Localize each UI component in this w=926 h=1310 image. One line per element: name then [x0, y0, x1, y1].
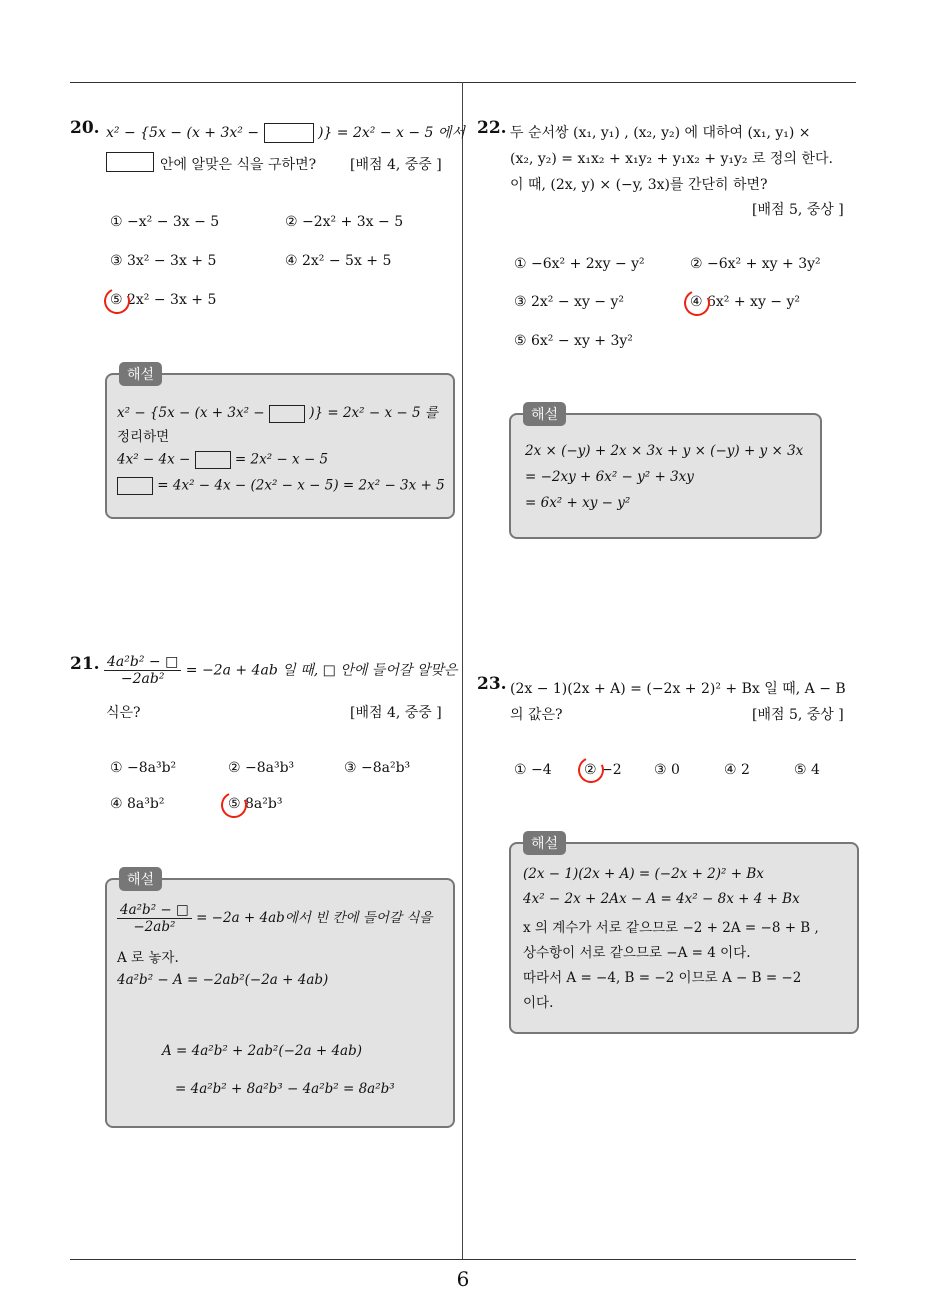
option-4[interactable]: ④ 8a³b²: [110, 796, 165, 812]
question-number: 21.: [70, 654, 100, 674]
answer-mark-circle: [100, 284, 133, 317]
answer-mark-circle: [217, 788, 250, 821]
question-stem: $\frac{\text{4a²b² − □}}{\text{−2ab²}}$ = −2a + 4ab 일 때, □ 안에 들어갈 알맞은: [104, 654, 457, 687]
top-rule: [70, 82, 856, 83]
answer-blank: [117, 477, 153, 495]
option-2[interactable]: ② −2: [584, 762, 622, 778]
question-number: 22.: [477, 118, 507, 138]
option-5[interactable]: ⑤ 2x² − 3x + 5: [110, 292, 217, 308]
option-2[interactable]: ② −2x² + 3x − 5: [285, 214, 404, 230]
solution-line: 4x² − 4x − = 2x² − x − 5: [117, 451, 329, 468]
solution-line: 정리하면: [117, 429, 170, 445]
solution-box: [105, 367, 455, 519]
answer-mark-circle: [574, 753, 607, 786]
answer-blank: [195, 451, 231, 469]
question-stem: 두 순서쌍 (x₁, y₁) , (x₂, y₂) 에 대하여 (x₁, y₁) ×: [510, 125, 811, 141]
solution-line: 이다.: [523, 995, 554, 1011]
solution-box: [509, 407, 822, 539]
solution-line: 2x × (−y) + 2x × 3x + y × (−y) + y × 3x: [525, 443, 804, 459]
solution-box: [105, 872, 455, 1128]
answer-blank: [106, 152, 154, 172]
solution-line: x 의 계수가 서로 같으므로 −2 + 2A = −8 + B ,: [523, 920, 819, 936]
solution-line: 상수항이 서로 같으므로 −A = 4 이다.: [523, 945, 751, 961]
question-stem-line2: 식은?: [106, 705, 141, 721]
option-2[interactable]: ② −6x² + xy + 3y²: [690, 256, 821, 272]
option-1[interactable]: ① −6x² + 2xy − y²: [514, 256, 645, 272]
option-5[interactable]: ⑤ 6x² − xy + 3y²: [514, 333, 633, 349]
solution-line: = 4x² − 4x − (2x² − x − 5) = 2x² − 3x + 5: [117, 477, 445, 495]
question-stem-line3: 이 때, (2x, y) × (−y, 3x)를 간단히 하면?: [510, 177, 768, 193]
option-1[interactable]: ① −x² − 3x − 5: [110, 214, 220, 230]
page-number: 6: [456, 1267, 470, 1291]
question-number: 20.: [70, 118, 100, 138]
solution-box: [509, 836, 859, 1034]
question-stem-line2: 안에 알맞은 식을 구하면?: [160, 157, 317, 173]
solution-tag: 해설: [523, 402, 566, 426]
solution-line: (2x − 1)(2x + A) = (−2x + 2)² + Bx: [523, 866, 764, 882]
option-4[interactable]: ④ 2: [724, 762, 750, 778]
option-1[interactable]: ① −8a³b²: [110, 760, 177, 776]
solution-line: = −2xy + 6x² − y² + 3xy: [525, 469, 694, 485]
question-number: 23.: [477, 674, 507, 694]
question-stem-line2: (x₂, y₂) = x₁x₂ + x₁y₂ + y₁x₂ + y₁y₂ 로 정의 한다.: [510, 151, 833, 167]
solution-line: A 로 놓자.: [117, 950, 179, 966]
option-3[interactable]: ③ 2x² − xy − y²: [514, 294, 625, 310]
solution-line: 4x² − 2x + 2Ax − A = 4x² − 8x + 4 + Bx: [523, 891, 800, 907]
solution-line: A = 4a²b² + 2ab²(−2a + 4ab): [162, 1043, 362, 1059]
solution-line: 4a²b² − A = −2ab²(−2a + 4ab): [117, 972, 329, 988]
solution-line: = 6x² + xy − y²: [525, 495, 631, 511]
option-3[interactable]: ③ −8a²b³: [344, 760, 411, 776]
question-stem: x² − {5x − (x + 3x² − )} = 2x² − x − 5 에서: [106, 125, 465, 141]
option-5[interactable]: ⑤ 8a²b³: [228, 796, 283, 812]
option-3[interactable]: ③ 0: [654, 762, 680, 778]
question-stem-line2: 의 값은?: [510, 707, 563, 723]
solution-tag: 해설: [119, 362, 162, 386]
option-4[interactable]: ④ 6x² + xy − y²: [690, 294, 801, 310]
answer-blank: [264, 123, 314, 143]
solution-line: $\frac{\text{4a²b² − □}}{\text{−2ab²}}$ = −2a + 4ab에서 빈 칸에 들어갈 식을: [117, 902, 432, 935]
points-label: [배점 5, 중상 ]: [752, 707, 844, 723]
solution-line: 따라서 A = −4, B = −2 이므로 A − B = −2: [523, 970, 802, 986]
option-4[interactable]: ④ 2x² − 5x + 5: [285, 253, 392, 269]
option-3[interactable]: ③ 3x² − 3x + 5: [110, 253, 217, 269]
solution-line: = 4a²b² + 8a²b³ − 4a²b² = 8a²b³: [175, 1081, 395, 1097]
points-label: [배점 4, 중중 ]: [350, 157, 442, 173]
option-1[interactable]: ① −4: [514, 762, 552, 778]
solution-line: x² − {5x − (x + 3x² − )} = 2x² − x − 5 를: [117, 405, 438, 421]
answer-mark-circle: [680, 286, 713, 319]
answer-blank: [269, 405, 305, 423]
points-label: [배점 5, 중상 ]: [752, 202, 844, 218]
solution-tag: 해설: [119, 867, 162, 891]
column-divider: [462, 82, 463, 1259]
bottom-rule: [70, 1259, 856, 1260]
fraction: $\frac{\text{4a²b² − □}}{\text{−2ab²}}$: [104, 654, 181, 687]
question-stem: (2x − 1)(2x + A) = (−2x + 2)² + Bx 일 때, A − B: [510, 681, 846, 697]
option-2[interactable]: ② −8a³b³: [228, 760, 295, 776]
solution-tag: 해설: [523, 831, 566, 855]
option-5[interactable]: ⑤ 4: [794, 762, 820, 778]
points-label: [배점 4, 중중 ]: [350, 705, 442, 721]
fraction: $\frac{\text{4a²b² − □}}{\text{−2ab²}}$: [117, 902, 192, 935]
